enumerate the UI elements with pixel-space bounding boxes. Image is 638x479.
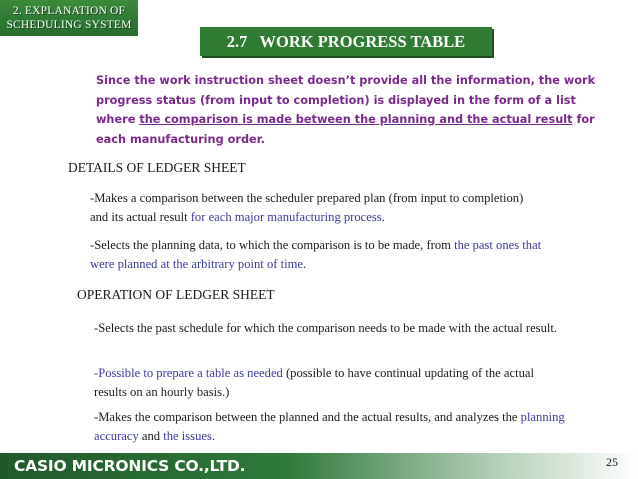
intro-paragraph <box>96 71 596 149</box>
details-p2-highlight: the past ones that were planned at the arbitrary point of time <box>90 238 542 271</box>
details-p2-text: -Selects the planning data, to which the comparison is to be made, from <box>90 238 455 252</box>
details-paragraph-1 <box>90 189 530 227</box>
slide-title <box>200 27 492 56</box>
operation-p3-text: -Makes the comparison between the planned and the actual results, and analyzes the <box>94 410 521 424</box>
intro-underlined-text: the comparison is made between the planning and the actual result <box>139 113 573 126</box>
operation-p3-mid: and <box>138 429 164 443</box>
section-badge <box>0 0 138 36</box>
page-number: 25 <box>606 455 618 469</box>
details-p1-text: -Makes a comparison between the scheduler prepared plan (from input to completion) and its actual result <box>90 191 524 224</box>
badge-line-2: SCHEDULING SYSTEM <box>6 19 132 31</box>
operation-p3-highlight-issues: the issues <box>163 429 212 443</box>
details-p1-end: . <box>381 210 385 224</box>
slide-title-text: 2.7 WORK PROGRESS TABLE <box>226 31 466 51</box>
operation-p2-highlight: -Possible to prepare a table as needed <box>94 366 283 380</box>
operation-paragraph-1: -Selects the past schedule for which the comparison needs to be made with the actual result. <box>94 321 558 335</box>
details-heading: DETAILS OF LEDGER SHEET <box>68 160 246 175</box>
operation-p3-end: . <box>211 429 216 443</box>
operation-p2-text: (possible to have continual updating of the actual results on an hourly basis.) <box>94 366 534 399</box>
badge-line-1: 2. EXPLANATION OF <box>12 5 126 17</box>
operation-paragraph-2 <box>94 364 564 402</box>
company-logo: CASIO MICRONICS CO.,LTD. <box>14 457 246 475</box>
operation-paragraph-3 <box>94 408 594 446</box>
details-p2-end: . <box>302 257 307 271</box>
details-paragraph-2 <box>90 236 550 274</box>
details-p1-highlight: for each major manufacturing process <box>190 210 382 224</box>
intro-text-2: for each manufacturing order. <box>96 113 595 146</box>
operation-heading: OPERATION OF LEDGER SHEET <box>77 287 275 302</box>
intro-text-1: Since the work instruction sheet doesn’t provide all the information, the work progress status (from input to completion) is displayed in the form of a list where <box>96 74 596 126</box>
operation-p3-highlight-accuracy: planning accuracy <box>94 410 565 443</box>
